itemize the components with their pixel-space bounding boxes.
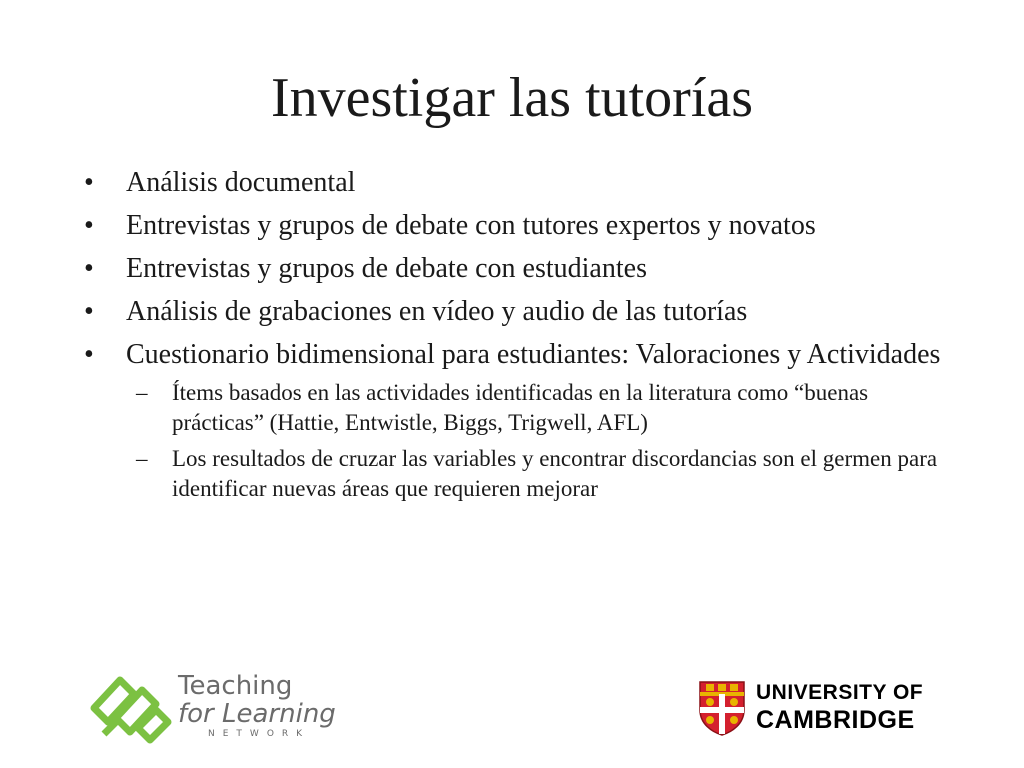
bullet-text: Análisis documental	[126, 167, 356, 198]
bullet-mark: •	[84, 167, 94, 198]
bullet-item	[84, 295, 944, 329]
bullet-list	[84, 166, 944, 513]
sub-bullet-text: Ítems basados en las actividades identificadas en la literatura como “buenas prácticas” (Hattie, Entwistle, Biggs, Trigwell, AFL)	[172, 380, 869, 435]
bullet-mark: •	[84, 253, 94, 284]
teaching-for-learning-logo	[86, 668, 336, 758]
sub-bullet-text: Los resultados de cruzar las variables y encontrar discordancias son el germen para identificar nuevas áreas que requieren mejorar	[172, 446, 938, 501]
bullet-item	[84, 209, 944, 243]
cambridge-line-cambridge: CAMBRIDGE	[756, 706, 915, 734]
bullet-text: Cuestionario bidimensional para estudiantes: Valoraciones y Actividades	[126, 339, 941, 370]
sub-bullet-item	[126, 444, 952, 504]
bullet-mark: •	[84, 296, 94, 327]
bullet-item	[84, 166, 944, 200]
slide-title: Investigar las tutorías	[270, 67, 754, 129]
sub-bullet-list	[126, 378, 944, 504]
bullet-mark: •	[84, 339, 94, 370]
sub-bullet-item	[126, 378, 952, 438]
bullet-item	[84, 338, 944, 504]
university-of-cambridge-logo	[698, 680, 958, 740]
cambridge-crest-icon	[698, 680, 746, 736]
bullet-item	[84, 252, 944, 286]
cambridge-wordmark	[756, 680, 923, 734]
tfl-line-for-learning: for Learning	[178, 699, 336, 729]
bullet-text: Entrevistas y grupos de debate con estudiantes	[126, 253, 647, 284]
tfl-mark-icon	[86, 668, 174, 752]
tfl-line-network: NETWORK	[208, 729, 311, 739]
bullet-text: Análisis de grabaciones en vídeo y audio de las tutorías	[126, 296, 748, 327]
tfl-wordmark	[178, 672, 336, 740]
sub-bullet-mark: –	[136, 380, 148, 405]
tfl-line-teaching: Teaching	[178, 671, 293, 701]
bullet-text: Entrevistas y grupos de debate con tutores expertos y novatos	[126, 210, 816, 241]
cambridge-line-university-of: UNIVERSITY OF	[756, 681, 924, 704]
sub-bullet-mark: –	[136, 446, 148, 471]
bullet-mark: •	[84, 210, 94, 241]
